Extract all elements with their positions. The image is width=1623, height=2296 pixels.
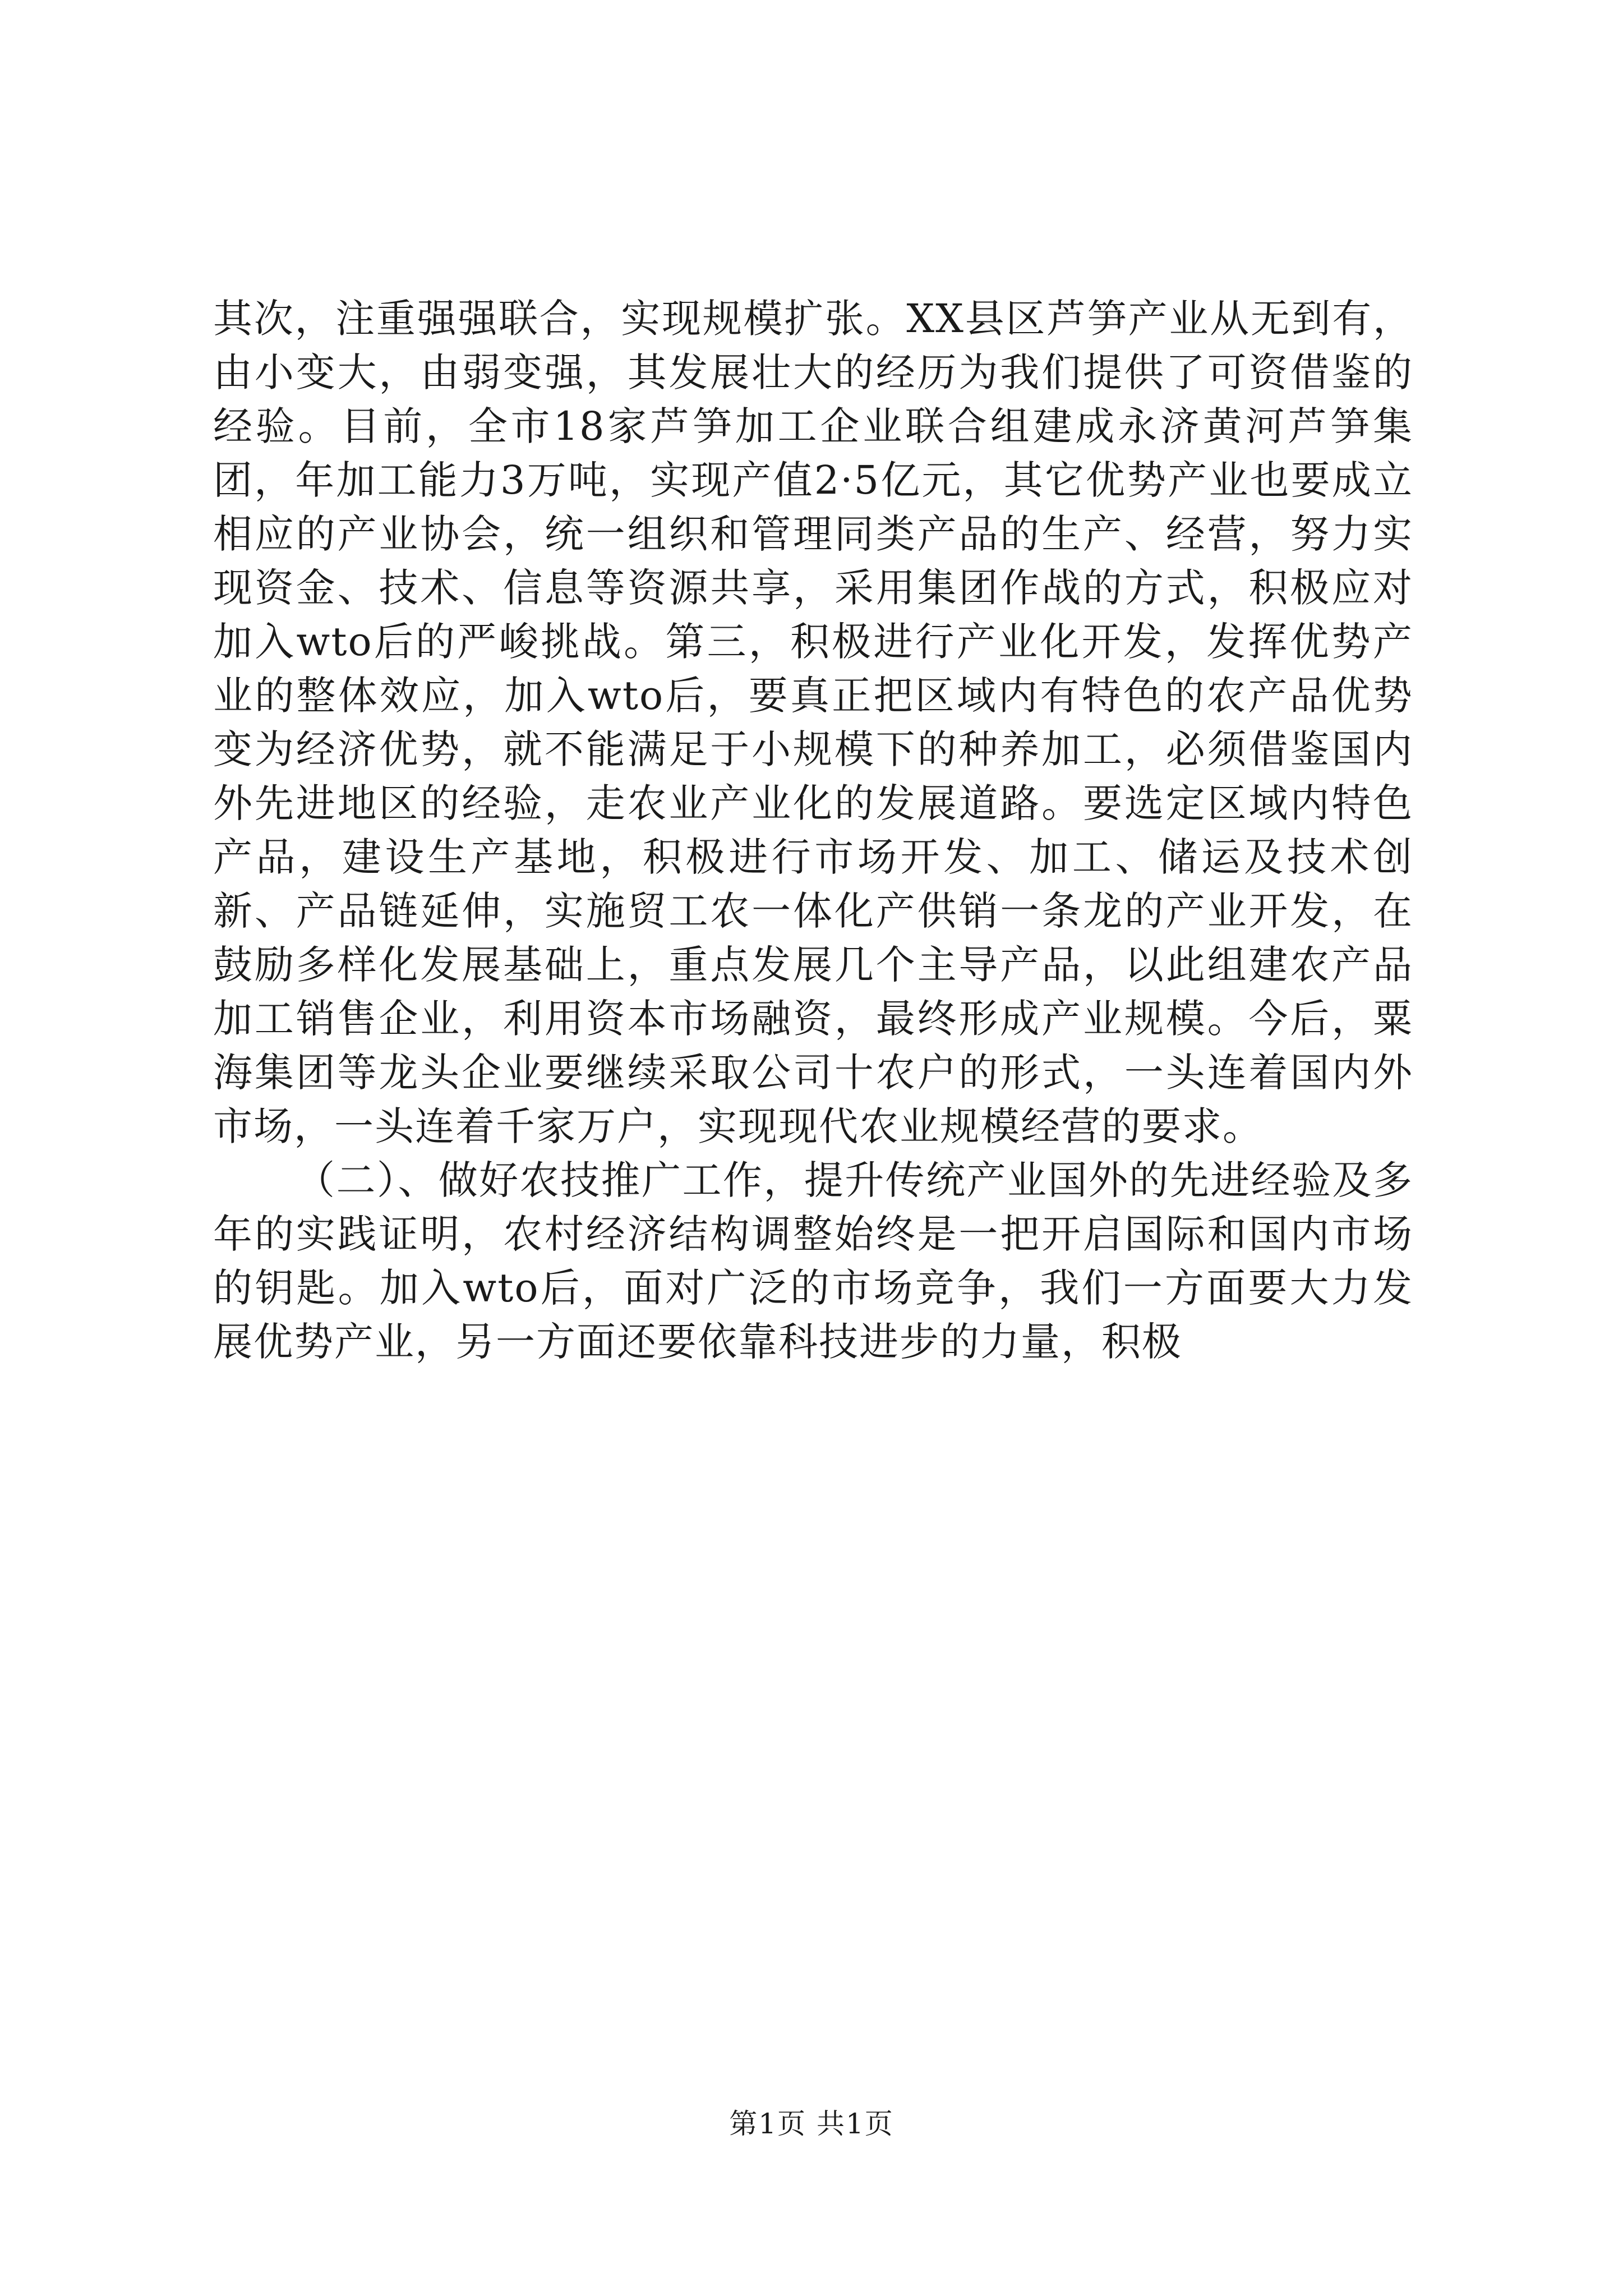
- page-footer: 第1页 共1页: [729, 2108, 894, 2140]
- document-body: [213, 292, 1413, 1369]
- paragraph-2: （二）、做好农技推广工作，提升传统产业国外的先进经验及多年的实践证明，农村经济结构调整始终是一把开启国际和国内市场的钥匙。加入wto后，面对广泛的市场竞争，我们一方面要大力发展优势产业，另一方面还要依靠科技进步的力量，积极: [213, 1157, 1413, 1365]
- paragraph-1: 其次，注重强强联合，实现规模扩张。XX县区芦笋产业从无到有，由小变大，由弱变强，其发展壮大的经历为我们提供了可资借鉴的经验。目前，全市18家芦笋加工企业联合组建成永济黄河芦笋集团，年加工能力3万吨，实现产值2·5亿元，其它优势产业也要成立相应的产业协会，统一组织和管理同类产品的生产、经营，努力实现资金、技术、信息等资源共享，采用集团作战的方式，积极应对加入wto后的严峻挑战。第三，积极进行产业化开发，发挥优势产业的整体效应，加入wto后，要真正把区域内有特色的农产品优势变为经济优势，就不能满足于小规模下的种养加工，必须借鉴国内外先进地区的经验，走农业产业化的发展道路。要选定区域内特色产品，建设生产基地，积极进行市场开发、加工、储运及技术创新、产品链延伸，实施贸工农一体化产供销一条龙的产业开发，在鼓励多样化发展基础上，重点发展几个主导产品，以此组建农产品加工销售企业，利用资本市场融资，最终形成产业规模。今后，粟海集团等龙头企业要继续采取公司十农户的形式，一头连着国内外市场，一头连着千家万户，实现现代农业规模经营的要求。: [213, 296, 1413, 1149]
